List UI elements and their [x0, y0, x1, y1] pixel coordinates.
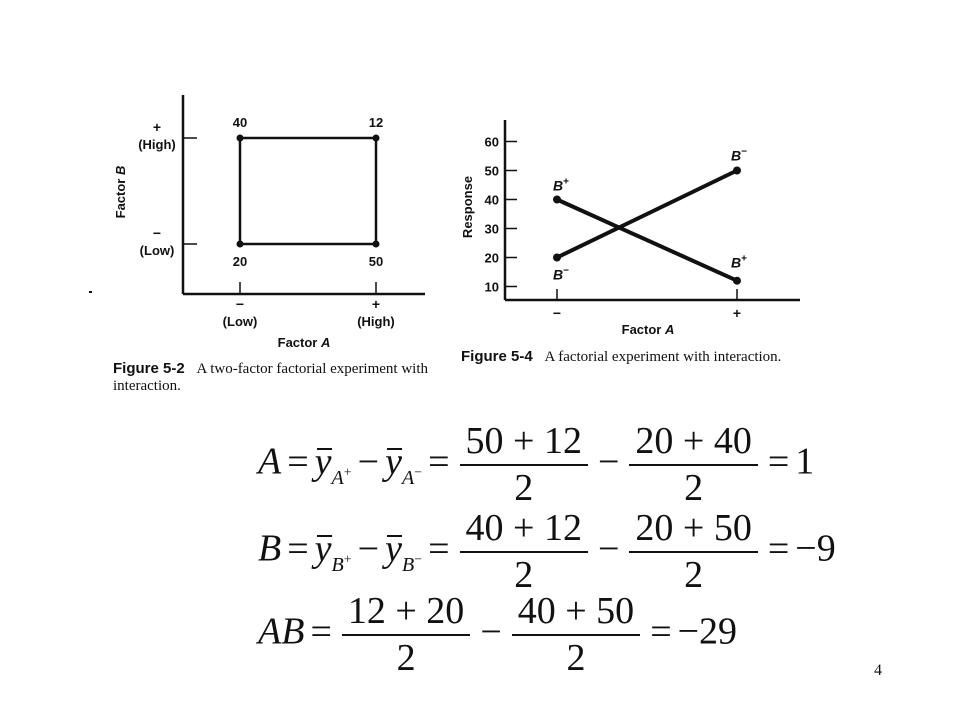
series-point — [553, 196, 561, 204]
eq2-f2-den: 2 — [684, 554, 704, 596]
eq2-fraction-1 — [460, 507, 588, 597]
eq2-f1-num: 40 + 12 — [460, 507, 588, 553]
series-label-right-base: B — [731, 147, 742, 164]
y-axis-label-var: B — [113, 165, 128, 176]
y-axis-label-prefix: Factor — [113, 175, 128, 219]
y-tick-label: (Low) — [139, 243, 175, 258]
point-value-label: 40 — [232, 115, 248, 130]
equation-a: $A = y_{A^+} - y_{A^-}$ = $\frac{50 + 12}{2}$ − $\frac{20 + 40}{2}$ = 1 — [258, 420, 815, 509]
figure-5-2-caption-label: Figure 5-2 — [113, 360, 185, 377]
x-tick-label: + — [732, 305, 742, 321]
series-label-right — [731, 254, 747, 271]
y-axis-label — [113, 166, 128, 219]
x-tick-label: (Low) — [222, 314, 258, 329]
eq2-f2-num: 20 + 50 — [629, 507, 757, 553]
figure-5-4-caption — [461, 348, 806, 366]
x-axis-label-prefix: Factor — [277, 335, 321, 350]
y-tick-label: 60 — [484, 134, 499, 150]
eq1-fraction-2 — [629, 420, 757, 510]
slide-number: 4 — [874, 662, 882, 679]
figure-5-2-caption — [113, 360, 433, 395]
y-tick-symbol: − — [152, 225, 162, 241]
eq1-lhs: A — [258, 440, 282, 483]
design-point — [373, 241, 380, 248]
eq1-f2-den: 2 — [684, 467, 704, 509]
design-point — [237, 135, 244, 142]
point-value-label: 20 — [232, 254, 248, 269]
y-tick-label: 50 — [484, 163, 499, 179]
y-tick-label: 10 — [484, 279, 499, 295]
eq2-t2-sup: − — [414, 552, 423, 568]
eq3-lhs: AB — [258, 610, 305, 653]
eq1-result: 1 — [795, 440, 815, 483]
eq1-f2-num: 20 + 40 — [629, 420, 757, 466]
eq1-t2-sup: − — [414, 465, 423, 481]
stray-mark — [89, 291, 92, 293]
eq1-t1-sup: + — [343, 465, 352, 481]
eq3-f1-den: 2 — [396, 637, 416, 679]
series-point — [733, 277, 741, 285]
y-axis-label: Response — [460, 175, 475, 239]
x-tick-label: − — [552, 305, 562, 321]
y-tick-label: 20 — [484, 250, 499, 266]
series-label-left-base: B — [553, 266, 564, 283]
eq1-t2-sub: A — [401, 466, 415, 489]
y-tick-symbol: + — [152, 119, 162, 135]
eq3-result: −29 — [677, 610, 738, 653]
series-point — [733, 167, 741, 175]
eq1-f1-num: 50 + 12 — [460, 420, 588, 466]
eq2-f1-den: 2 — [514, 554, 534, 596]
figure-5-2-caption-text: A two-factor factorial experiment with interaction. — [113, 361, 429, 394]
x-tick-symbol: − — [235, 296, 245, 312]
point-value-label: 50 — [368, 254, 384, 269]
figure-5-2-chart — [89, 95, 425, 350]
design-square — [240, 138, 376, 244]
x-axis-label — [278, 335, 331, 350]
series-label-left — [553, 266, 569, 283]
y-tick-label: (High) — [138, 137, 176, 152]
series-label-right-sup: − — [741, 146, 747, 158]
eq3-f1-num: 12 + 20 — [342, 590, 470, 636]
eq2-t2-sub: B — [401, 553, 415, 576]
series-label-right-base: B — [731, 254, 742, 271]
x-axis-label — [622, 322, 675, 337]
design-point — [373, 135, 380, 142]
point-value-label: 12 — [368, 115, 384, 130]
y-tick-label: 30 — [484, 221, 499, 237]
series-line — [557, 171, 737, 258]
eq2-t1-sub: B — [331, 553, 344, 576]
eq3-f2-num: 40 + 50 — [512, 590, 640, 636]
x-axis-label-prefix: Factor — [621, 322, 665, 337]
eq3-fraction-2 — [512, 590, 640, 680]
eq3-f2-den: 2 — [566, 637, 586, 679]
equation-b: $B = y_{B^+} - y_{B^-}$ = $\frac{40 + 12}{2}$ − $\frac{20 + 50}{2}$ = −9 — [258, 507, 836, 596]
eq2-lhs: B — [258, 527, 282, 570]
eq3-fraction-1 — [342, 590, 470, 680]
x-tick-label: (High) — [357, 314, 395, 329]
series-point — [553, 254, 561, 262]
series-line — [557, 200, 737, 281]
equation-ab: AB = $\frac{12 + 20}{2}$ − $\frac{40 + 50}{2}$ = −29 — [258, 590, 738, 679]
figure-5-4-chart — [460, 120, 800, 337]
eq1-t1-sub: A — [331, 466, 344, 489]
series-label-left-base: B — [553, 177, 564, 194]
x-tick-symbol: + — [371, 296, 381, 312]
design-point — [237, 241, 244, 248]
eq1-fraction-1 — [460, 420, 588, 510]
eq2-t1-sup: + — [343, 552, 352, 568]
series-label-left — [553, 177, 569, 194]
eq1-f1-den: 2 — [514, 467, 534, 509]
series-label-left-sup: + — [563, 176, 569, 188]
eq2-fraction-2 — [629, 507, 757, 597]
eq2-result: −9 — [795, 527, 836, 570]
series-label-right-sup: + — [741, 253, 747, 265]
y-tick-label: 40 — [484, 192, 499, 208]
figure-5-4-caption-text: A factorial experiment with interaction. — [544, 349, 782, 365]
series-label-left-sup: − — [563, 265, 569, 277]
x-axis-label-var: A — [320, 335, 331, 350]
series-label-right — [731, 147, 747, 164]
figure-5-4-caption-label: Figure 5-4 — [461, 348, 533, 365]
x-axis-label-var: A — [664, 322, 675, 337]
